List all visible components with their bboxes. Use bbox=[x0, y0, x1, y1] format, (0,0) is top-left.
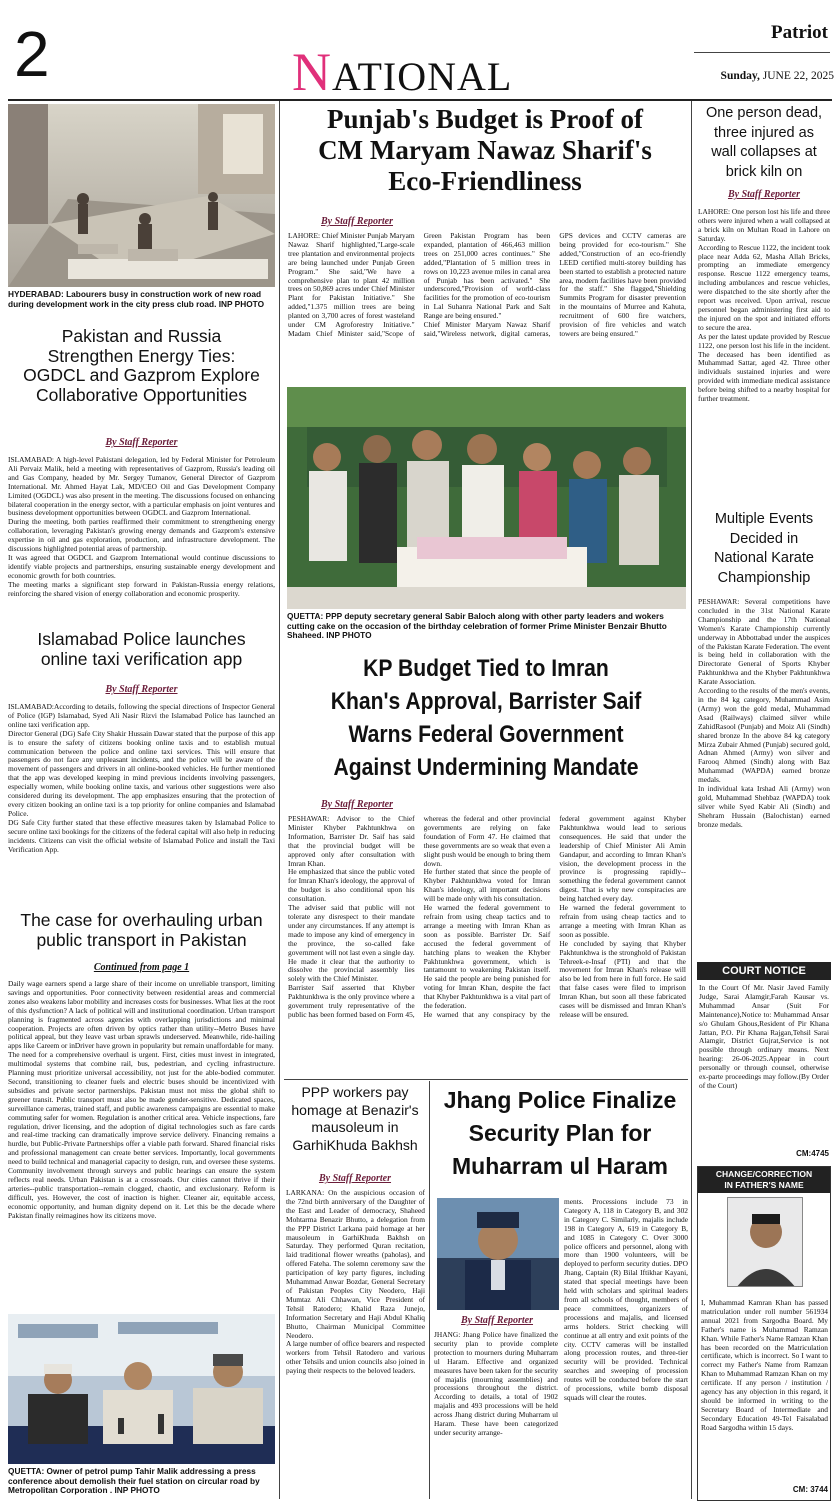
police-app-headline-line2: online taxi verification app bbox=[40, 648, 243, 669]
jhang-headline-line2: Security Plan for bbox=[468, 1120, 652, 1146]
jhang-headline bbox=[432, 1084, 688, 1186]
correction-box bbox=[697, 1166, 831, 1501]
correction-body: I, Muhammad Kamran Khan has passed matriculation under roll number 561934 annual 2021 from Sargodha Board. My Father's name is Muhammad Ramzan Khan. While Father's Name Ramzan Khan has been recorded on the Matriculation certificate, which is incorrect. So I want to correct my Father's Name from Ramzan Khan to Muhammad Ramzan Khan on my certificate. If any person / institution / agency has any objection in this regard, it should be informed in writing to the Secretary Board of Intermediate and Secondary Education 49-Tel Faisalabad Road Sargodha within 15 days. bbox=[701, 1298, 828, 1432]
police-app-headline-line1: Islamabad Police launches bbox=[37, 630, 246, 649]
date-day: Sunday, bbox=[720, 70, 760, 82]
kp-budget-headline bbox=[284, 652, 688, 788]
ppp-headline bbox=[284, 1084, 426, 1170]
kp-budget-headline-line4: Against Undermining Mandate bbox=[333, 754, 639, 781]
police-app-headline bbox=[8, 630, 275, 676]
cake-cutting-photo bbox=[287, 387, 686, 609]
jhang-body-right: ments. Processions include 73 in Category A, 118 in Category B, and 302 in Category C. Similarly, majalis include 198 in Category A, 619 in Category B, and 1085 in Category C. Over 3000 police officers and personnel, along with more than 1900 volunteers, will be deployed to perform security duties. DPO Jhang, Captain (R) Bilal Iftikhar Kayani, stated that special meetings have been held with scholars and spiritual leaders from all schools of thought, members of peace committees, organizers of processions and majalis, and licensed arms holders. Strict checking will continue at all entry and exit points of the city. CCTV cameras will be installed along procession routes, and three-tier security will be provided. Technical searches and sweeping of procession routes will be conducted before the start of processions, while bomb disposal squads will clear the routes. bbox=[564, 1198, 688, 1402]
police-app-body: ISLAMABAD:According to details, following the special directions of Inspector General of Police (IGP) Islamabad, Syed Ali Nasir Rizvi the Islamabad Police has launched an online taxi verification app. Director General (DG) Safe City Shakir Hussain Dawar stated that the purpose of this app is to ensure the safety of citizens booking online taxis and to establish mutual communication between the police and online taxi services. This will ensure that passengers do not face any unpleasant incidents, and the police will be aware of the movement of passengers and drivers in all online-booked vehicles. He further mentioned that the app was developed keeping in mind previous incidents involving passengers, especially women, while booking online taxis, and various other suggestions were also considered during its development. The app emphasizes ensuring that the protection of every citizen booking an online taxi is a top priority for online companies and Islamabad Police. DG Safe City further stated that these effective measures taken by Islamabad Police to secure online taxi bookings for the citizens of the federal capital will also help in reducing incidents. Citizens can visit the official website of Islamabad Police and install the Taxi Verification App. bbox=[8, 703, 275, 854]
punjab-budget-body: LAHORE: Chief Minister Punjab Maryam Nawaz Sharif highlighted,"Large-scale tree plantation and environmental projects are being launched under Punjab Green Program." She said,"We have a comprehensive plan to plant 42 million trees on 50,869 acres under Chief Minister Plant for Pakistan Initiative." She added,"1.375 million trees are being planted on 3,700 acres of forest wasteland under CM Agroforestry Initiative." Madam Chief Minister said,"Scope of Green Pakistan Program has been expanded, plantation of 466,463 million trees on 251,000 acres continues." She added,"Plantation of 5 million trees in rows on 10,223 avenue miles in canal area of Punjab has been activated." She underscored,"Provision of world-class facilities for the promotion of eco-tourism in Lal Suhanra National Park and Salt Range are being ensured." Chief Minister Maryam Nawaz Sharif said,"Wireless network, digital cameras, GPS devices and CCTV cameras are being provided for eco-tourism." She added,"Construction of an eco-friendly LEED certified multi-storey building has been started to establish a protected nature area, modern facilities have been provided for the staff." She flagged,"Shielding Summits Program for disaster prevention in the mountains of Murree and Kahuta, recruitment of 600 fire watchers, provision of fire vehicles and watch towers are being ensured." bbox=[288, 232, 686, 338]
punjab-budget-headline-line2: CM Maryam Nawaz Sharif's bbox=[318, 135, 652, 165]
wall-collapse-body: LAHORE: One person lost his life and three others were injured when a wall collapsed at a brick kiln on Multan Road in Lahore on Saturday. According to Rescue 1122, the incident took place near Adda 62, Masha Allah Bricks, prompting an immediate emergency response. Rescue 1122 emergency teams, including ambulances and rescue vehicles, were dispatched to the site shortly after the report was received. Upon arrival, rescue personnel began administering first aid to the injured on the spot and initiated efforts to secure the area. As per the latest update provided by Rescue 1122, one person lost his life in the incident. The deceased has been identified as Muhammad Sattar, aged 42. Three other individuals sustained injuries and were provided with immediate medical assistance before being shifted to a nearby hospital for further treatment. bbox=[698, 208, 830, 404]
karate-headline-line3: National Karate bbox=[714, 550, 814, 566]
court-notice-code: CM:4745 bbox=[796, 1149, 829, 1158]
karate-body: PESHAWAR: Several competitions have concluded in the 31st National Karate Championship and the 17th National Women's Karate Championship currently underway in Abbottabad under the auspices of the Pakistan Karate Federation. The event is being held in collaboration with the Directorate General of Sports Khyber Pakhtunkhwa and the Khyber Pakhtunkhwa Karate Association. According to the results of the men's events, in the 84 kg category, Muhammad Asim (Army) won the gold medal, Muhammad Asad (Railways) claimed silver while ZahidRasool (Punjab) and Moiz Ali (Sindh) shared bronze In the above 84 kg category Mirza Zubair Ahmed (Punjab) secured gold, Adnan Ahmed (Army) won silver and Farooq Ahmed (Sindh) along with Baz Muhammad (WAPDA) earned bronze medals. In individual kata Irshad Ali (Army) won gold, Muhammad Shehbaz (WAPDA) took silver while Syed Kabir Ali (Sindh) and Shehram Hussain (Balochistan) earned bronze medals. bbox=[698, 598, 830, 829]
jhang-headline-line3: Muharram ul Haram bbox=[451, 1153, 668, 1179]
cake-cutting-caption: QUETTA: PPP deputy secretary general Sabir Baloch along with other party leaders and wokers cutting cake on the occasion of the birthday celebration of former Prime Minister Benzair Bhutto Shaheed. INP PHOTO bbox=[287, 612, 667, 641]
dpo-portrait-photo bbox=[437, 1198, 559, 1310]
karate-headline bbox=[696, 510, 832, 592]
paper-name: Patriot bbox=[771, 22, 828, 43]
ppp-byline: By Staff Reporter bbox=[318, 1173, 392, 1184]
transport-body: Daily wage earners spend a large share of their income on unreliable transport, limiting savings and opportunities. Poor connectivity between residential areas and commercial zones also weakens labor mobility and increases costs for businesses. What lies at the root of this dysfunction? A lack of political will and institutional coordination. Urban transport planning is fragmented across agencies with overlapping jurisdictions and minimal cooperation. Projects are often driven by optics rather than utility--Metro Buses have political appeal, but they leave vast urban sprawls underserved. Meanwhile, ride-hailing apps like Careem or inDriver have grown in popularity but remain unaffordable for many. The need for a comprehensive overhaul is urgent. First, cities must invest in integrated, multimodal systems that combine rail, bus, pedestrian, and cycling infrastructure. Planning must prioritize universal accessibility, not just for the able-bodied commuter. Second, transitioning to cleaner fuels and electric buses should be incentivized with subsidies and private sector partnerships. Pakistan must not miss the global shift to greener transit. Public transport must also be made gender-sensitive. Dedicated spaces, surveillance cameras, trained staff, and public awareness campaigns are essential to make commuting safer for women. Regulation is another critical area. Vehicle inspections, fare regulation, driver licensing, and the adoption of digital technologies such as fare cards and real-time tracking can dramatically improve service delivery. Financing remains a hurdle, but Public-Private Partnerships offer a viable path forward. Shared financial risks and professional management can create better services. Importantly, local governments need to build technical and managerial capacity to design, run, and oversee these systems. Community involvement through surveys and public hearings can ensure the system reflects real needs. Urban Pakistan is at a crossroads. Our cities cannot thrive if their arteries--public transportation--remain clogged, chaotic, and exclusionary. Reform is difficult, yes. However, the cost of inaction is higher. Cleaner air, equitable access, economic opportunity, and human dignity depend on it. Let this be the decade where Pakistan finally reimagines how its citizens move. bbox=[8, 980, 275, 1220]
jhang-headline-line1: Jhang Police Finalize bbox=[443, 1087, 677, 1113]
court-notice-title: COURT NOTICE bbox=[697, 962, 831, 980]
karate-headline-line2: Decided in bbox=[729, 530, 799, 547]
ppp-body: LARKANA: On the auspicious occasion of the 72nd birth anniversary of the Daughter of the East and Leader of democracy, Shaheed Mohtarma Benazir Bhutto, a delegation from the PPP District Larkana paid homage at her mausoleum in GarhiKhuda Bakhsh on Saturday. They performed Quran recitation, laid traditional flower wreaths (paholas), and offered Fateha. The solemn ceremony saw the participation of key party figures, including Muhammad Anwar Bozdar, General Secretary of Pakistan Peoples City Neodero, Haji Mumtaz Ali Chhawan, Vice President of Tehsil Ratodero; Khalid Raza Junejo, Information Secretary and Haji Abdul Khaliq Bhutto, Chairman Municipal Committee Neodero. A large number of office bearers and respected workers from Tehsil Ratodero and various other Tehsils and union councils also joined in paying their respects to the beloved leaders. bbox=[286, 1189, 425, 1376]
russia-headline-line3: OGDCL and Gazprom Explore bbox=[23, 365, 260, 386]
issue-date bbox=[684, 70, 834, 88]
court-notice-body: In the Court Of Mr. Nasir Javed Family Judge, Sarai Alamgir,Farah Kausar vs. Muhammad Ansar (Suit For Maintenance),Notice to: Muhammad Ansar s/o Ghulam Ghous,Resident of Pir Khana Jattan, P.O. Pir Khana Rajgan,Tehsil Sarai Alamgir, District Gujrat,Service is not possible through ordinary means. Next hearing: 26-06-2025.Appear in court personally or through counsel, otherwise ex-parte proceedings may follow.(By Order of the Court) bbox=[699, 984, 829, 1090]
wall-collapse-headline-line2: three injured as bbox=[714, 124, 814, 141]
wall-collapse-headline-line4: brick kiln on bbox=[725, 163, 803, 180]
transport-headline-line1: The case for overhauling urban bbox=[20, 911, 263, 930]
police-app-byline: By Staff Reporter bbox=[105, 684, 178, 695]
section-title bbox=[292, 44, 592, 100]
jhang-byline: By Staff Reporter bbox=[460, 1315, 534, 1326]
russia-headline-line4: Collaborative Opportunities bbox=[35, 384, 248, 405]
transport-headline-line2: public transport in Pakistan bbox=[36, 929, 247, 950]
correction-code: CM: 3744 bbox=[792, 1485, 828, 1494]
wall-collapse-headline bbox=[696, 104, 832, 186]
punjab-budget-headline bbox=[284, 104, 686, 206]
kp-budget-headline-line1: KP Budget Tied to Imran bbox=[363, 655, 609, 682]
section-rest: ATIONAL bbox=[332, 54, 513, 99]
jhang-body-left: JHANG: Jhang Police have finalized the security plan to provide complete protection to mourners during Muharram ul Haram. Effective and organized measures have been taken for the security of majalis (mourning assemblies) and processions throughout the district. According to details, a total of 1902 majalis and 493 processions will be held across Jhang district during Muharram ul Haram. These have been categorized under security arrange- bbox=[434, 1331, 558, 1437]
russia-headline-line1: Pakistan and Russia bbox=[61, 327, 222, 346]
construction-photo bbox=[8, 104, 275, 287]
correction-title bbox=[698, 1167, 830, 1193]
applicant-photo bbox=[727, 1197, 803, 1287]
kp-budget-headline-line2: Khan's Approval, Barrister Saif bbox=[330, 688, 642, 715]
russia-headline bbox=[8, 327, 275, 427]
wall-collapse-headline-line3: wall collapses at bbox=[711, 144, 817, 160]
punjab-budget-byline: By Staff Reporter bbox=[320, 216, 394, 227]
russia-byline: By Staff Reporter bbox=[105, 437, 178, 448]
kp-budget-byline: By Staff Reporter bbox=[320, 799, 394, 810]
correction-title-line1: CHANGE/CORRECTION bbox=[715, 1169, 813, 1179]
punjab-budget-headline-line3: Eco-Friendliness bbox=[388, 166, 582, 196]
wall-collapse-byline: By Staff Reporter bbox=[727, 189, 801, 200]
construction-photo-caption: HYDERABAD: Labourers busy in construction work of new road during development work in the city press club road. INP PHOTO bbox=[8, 290, 265, 309]
russia-body: ISLAMABAD: A high-level Pakistani delegation, led by Federal Minister for Petroleum Ali Pervaiz Malik, held a meeting with representatives of Gazprom, Russia's leading oil and Gas Company, headed by Mr. Sergey Tumanov, General Director of Gazprom International. Mr. Ahmed Hayat Lak, MD/CEO Oil and Gas Development Company Limited (OGDCL) was also present in the meeting. The discussions focused on enhancing bilateral cooperation in the energy sector, with a particular emphasis on joint ventures and business development opportunities between OGDCL and Gazprom International. During the meeting, both parties reaffirmed their commitment to strengthening energy collaboration, leveraging Pakistan's growing energy demands and Gazprom's extensive expertise in oil and gas exploration, production, and infrastructure development. The discussions highlighted potential areas of partnership. It was agreed that OGDCL and Gazprom International would continue discussions to identify viable projects and partnerships, ensuring sustainable energy development and economic growth for both countries. The meeting marks a significant step forward in Pakistan-Russia energy relations, reinforcing the shared vision of energy collaboration and economic prosperity. bbox=[8, 456, 275, 598]
ppp-headline-line2: homage at Benazir's bbox=[291, 1101, 419, 1118]
kp-budget-headline-line3: Warns Federal Government bbox=[348, 721, 624, 748]
ppp-headline-line4: GarhiKhuda Bakhsh bbox=[292, 1136, 418, 1153]
kp-budget-body: PESHAWAR: Advisor to the Chief Minister Khyber Pakhtunkhwa on Information, Barrister Dr. Saif has said that the provincial budget will be approved only after consultation with Imran Khan. He emphasized that since the public voted for Imran Khan's ideology, the approval of the budget is also conditional upon his consultation. The adviser said that public will not tolerate any disrespect to their mandate under any circumstances. If any attempt is made to impose any kind of emergency in the province, the so-called fake government will not last even a single day. He made it clear that the authority to dissolve the provincial assembly lies solely with the Chief Minister. Barrister Saif asserted that Khyber Pakhtunkhwa is the only province where a government truly representative of the public has been formed based on Form 45, whereas the federal and other provincial governments are relying on fake foundation of Form 47. He claimed that these governments are so weak that even a slight push would be enough to bring them down. He further stated that since the people of Khyber Pakhtunkhwa voted for Imran Khan's ideology, all important decisions will be made only with his consultation. He warned the federal government to refrain from using cheap tactics and to arrange a meeting with Imran Khan as soon as possible. Barrister Dr. Saif accused the federal government of hatching plans to weaken the Khyber Pakhtunkhwa government, which is tantamount to weakening Pakistan itself. He said the people are being punished for voting for Imran Khan, despite the fact that Khyber Pakhtunkhwa is a vital part of the federation. He warned that any conspiracy by the federal government against Khyber Pakhtunkhwa would lead to serious consequences. He said that under the leadership of Chief Minister Ali Amin Gandapur, and according to Imran Khan's vision, the development process in the province is progressing rapidly--something the federal government cannot digest. That is why new conspiracies are being hatched every day. He warned the federal government to refrain from using cheap tactics and to arrange a meeting with Imran Khan as soon as possible. He concluded by saying that Khyber Pakhtunkhwa is the stronghold of Pakistan Tehreek-e-Insaf (PTI) and that the movement for Imran Khan's release will also be led from here in full force. He said that false cases were filed to imprison Imran Khan, but soon all these fabricated cases will be dismissed and Imran Khan's release will be ensured. bbox=[288, 815, 686, 1019]
russia-headline-line2: Strengthen Energy Ties: bbox=[47, 345, 236, 366]
page-number: 2 bbox=[14, 18, 50, 90]
transport-headline bbox=[8, 911, 275, 957]
press-conference-photo bbox=[8, 1314, 275, 1464]
section-initial: N bbox=[292, 44, 332, 100]
ppp-headline-line3: mausoleum in bbox=[311, 1119, 399, 1135]
wall-collapse-headline-line1: One person dead, bbox=[705, 105, 823, 121]
correction-title-line2: IN FATHER'S NAME bbox=[724, 1180, 804, 1190]
date-rest: JUNE 22, 2025 bbox=[762, 70, 834, 82]
press-conference-caption: QUETTA: Owner of petrol pump Tahir Malik addressing a press conference about demolish their fuel station on circular road by Metropolitan Corporation . INP PHOTO bbox=[8, 1467, 260, 1496]
karate-headline-line4: Championship bbox=[717, 569, 811, 586]
transport-continued: Continued from page 1 bbox=[93, 962, 190, 973]
karate-headline-line1: Multiple Events bbox=[714, 511, 814, 527]
ppp-headline-line1: PPP workers pay bbox=[301, 1084, 409, 1100]
punjab-budget-headline-line1: Punjab's Budget is Proof of bbox=[326, 104, 644, 134]
